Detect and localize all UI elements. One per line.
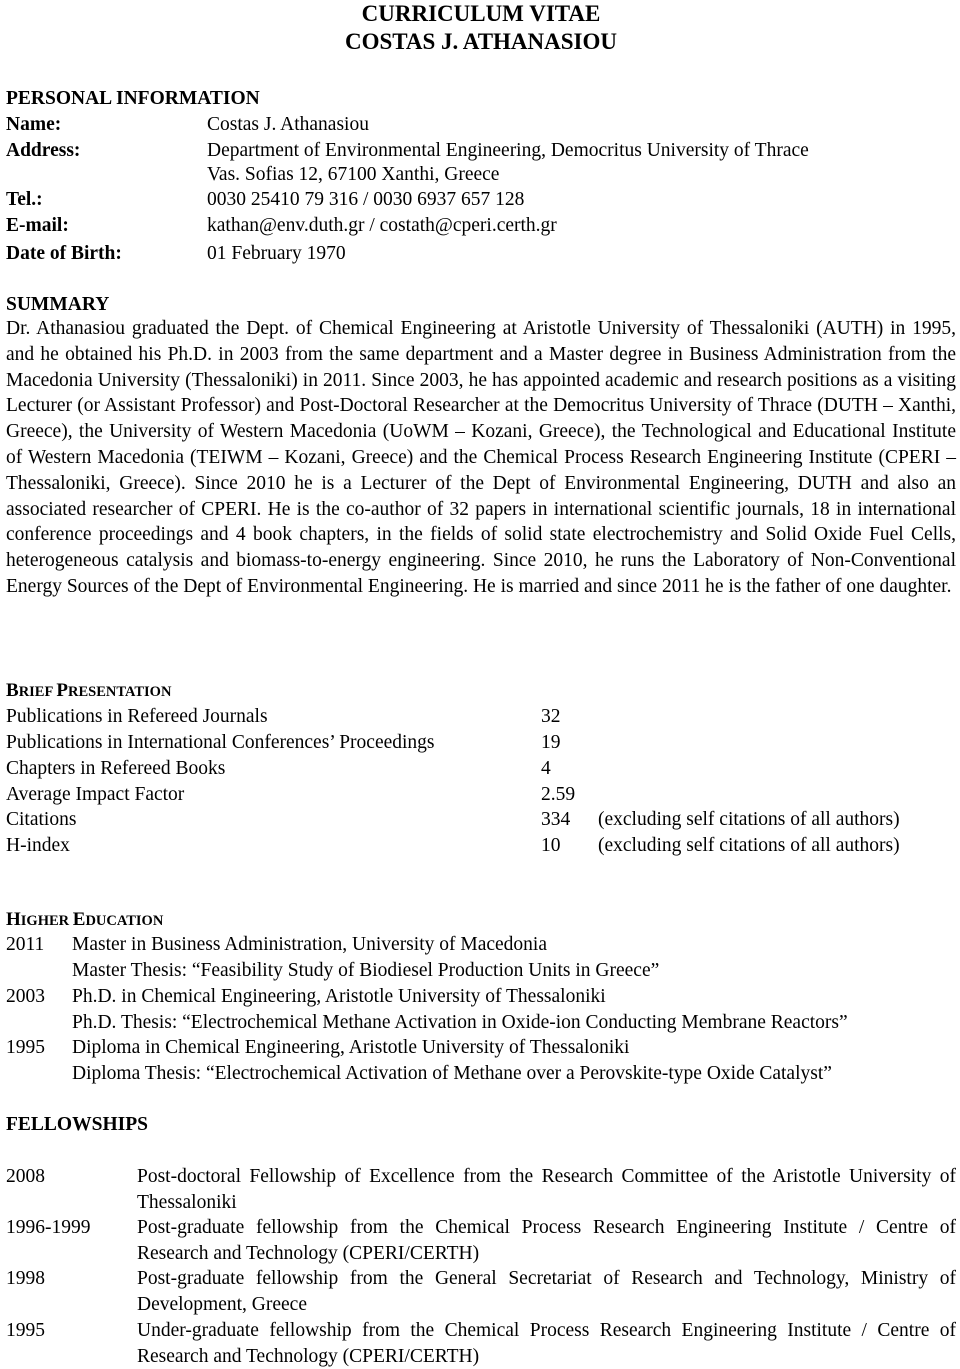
brief-value: 10 [541,835,561,856]
name-label: Name: [6,114,62,135]
brief-label: Publications in Refereed Journals [6,706,268,727]
brief-value: 4 [541,758,551,779]
summary-heading: SUMMARY [6,294,110,315]
fellowship-text: Under-graduate fellowship from the Chemical Process Research Engineering Institute / Centre of Research and Technology (CPERI/CERTH) [137,1320,956,1367]
email-value: kathan@env.duth.gr / costath@cperi.certh.gr [207,215,557,236]
heading-initial: H [6,909,21,930]
brief-note: (excluding self citations of all authors) [598,809,900,830]
education-year: 2003 [6,986,45,1007]
brief-label: Citations [6,809,77,830]
heading-rest: IGHER [20,913,73,929]
address-label: Address: [6,140,81,161]
brief-value: 334 [541,809,571,830]
education-year: 2011 [6,934,45,955]
heading-initial: E [72,909,86,930]
address-line-2: Vas. Sofias 12, 67100 Xanthi, Greece [207,164,500,185]
education-thesis: Ph.D. Thesis: “Electrochemical Methane Activation in Oxide-ion Conducting Membrane Reactors” [72,1012,848,1033]
brief-label: Publications in International Conferences’ Proceedings [6,732,435,753]
education-degree: Diploma in Chemical Engineering, Aristotle University of Thessaloniki [72,1037,630,1058]
dob-label: Date of Birth: [6,243,122,264]
education-degree: Master in Business Administration, University of Macedonia [72,934,547,955]
fellowships-heading: FELLOWSHIPS [6,1114,148,1135]
tel-value: 0030 25410 79 316 / 0030 6937 657 128 [207,189,525,210]
brief-value: 32 [541,706,561,727]
email-label: E-mail: [6,215,69,236]
brief-label: Average Impact Factor [6,784,185,805]
fellowship-text: Post-graduate fellowship from the Chemical Process Research Engineering Institute / Centre of Research and Technology (CPERI/CERTH) [137,1217,956,1264]
fellowship-text: Post-doctoral Fellowship of Excellence from the Research Committee of the Aristotle University of Thessaloniki [137,1166,956,1213]
brief-label: Chapters in Refereed Books [6,758,226,779]
heading-initial: P [56,680,69,701]
education-year: 1995 [6,1037,45,1058]
fellowship-year: 2008 [6,1166,45,1187]
dob-value: 01 February 1970 [207,243,346,264]
fellowship-text: Post-graduate fellowship from the General Secretariat of Research and Technology, Ministry of Development, Greece [137,1268,956,1315]
higher-education-heading [6,907,163,934]
brief-note: (excluding self citations of all authors) [598,835,900,856]
fellowship-year: 1998 [6,1268,45,1289]
brief-label: H-index [6,835,70,856]
summary-text: Dr. Athanasiou graduated the Dept. of Chemical Engineering at Aristotle University of Thessaloniki (AUTH) in 1995, and he obtained his Ph.D. in 2003 from the same department and a Master degree in Business Administration from the Macedonia University (Thessaloniki) in 2011. Since 2003, he has appointed academic and research positions as a visiting Lecturer (or Assistant Professor) and Post-Doctoral Researcher at the Democritus University of Thrace (DUTH – Xanthi, Greece), the University of Western Macedonia (UoWM – Kozani, Greece), the Technological and Educational Institute of Western Macedonia (TEIWM – Kozani, Greece) and the Chemical Process Research Engineering Institute (CPERI – Thessaloniki, Greece). Since 2010 he is a Lecturer of the Dept of Environmental Engineering, DUTH and also an associated researcher of CPERI. He is the co-author of 32 papers in international scientific journals, 18 in international conference proceedings and 4 book chapters, in the fields of solid state electrochemistry and Solid Oxide Fuel Cells, heterogeneous catalysis and biomass-to-energy engineering. Since 2010, he runs the Laboratory of Non-Conventional Energy Sources of the Dept of Environmental Engineering. He is married and since 2011 he is the father of one daughter. [6,318,956,597]
personal-info-heading: PERSONAL INFORMATION [6,88,260,109]
heading-rest: RESENTATION [68,684,172,700]
brief-presentation-heading [6,678,171,705]
fellowship-year: 1995 [6,1320,45,1341]
address-line-1: Department of Environmental Engineering, Democritus University of Thrace [207,140,809,161]
brief-value: 2.59 [541,784,576,805]
education-thesis: Diploma Thesis: “Electrochemical Activation of Methane over a Perovskite-type Oxide Catalyst” [72,1063,832,1084]
tel-label: Tel.: [6,189,43,210]
brief-value: 19 [541,732,561,753]
fellowship-year: 1996-1999 [6,1217,91,1238]
cv-name-title: COSTAS J. ATHANASIOU [344,29,617,54]
education-degree: Ph.D. in Chemical Engineering, Aristotle University of Thessaloniki [72,986,606,1007]
education-thesis: Master Thesis: “Feasibility Study of Biodiesel Production Units in Greece” [72,960,660,981]
name-value: Costas J. Athanasiou [207,114,369,135]
cv-title: CURRICULUM VITAE [361,1,601,26]
heading-initial: B [6,680,19,701]
heading-rest: RIEF [18,684,57,700]
heading-rest: DUCATION [85,913,164,929]
